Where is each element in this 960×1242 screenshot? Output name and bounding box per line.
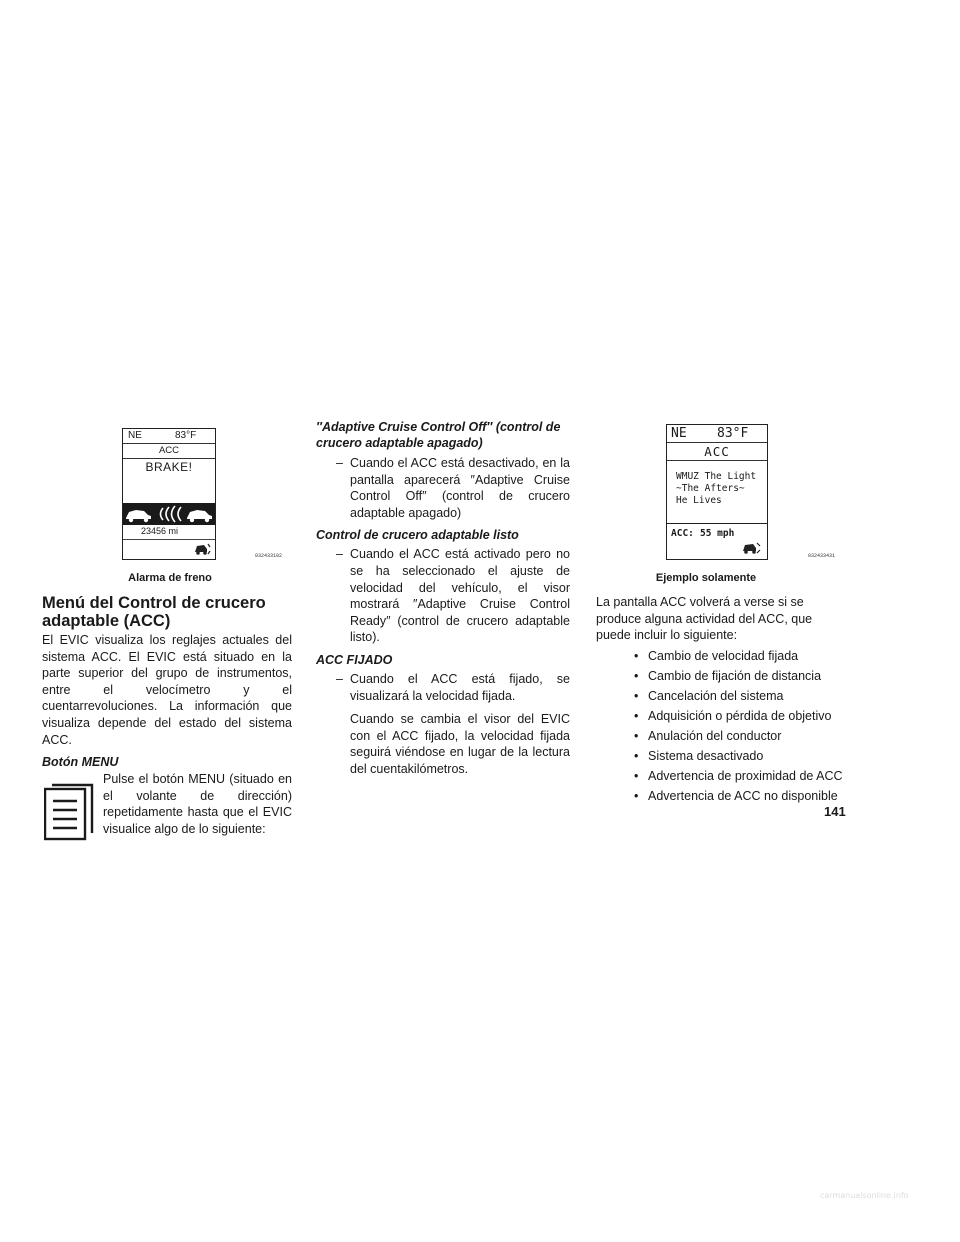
speed-label: ACC: — [671, 528, 694, 539]
radar-waves-icon — [161, 506, 182, 522]
page-number: 141 — [824, 804, 846, 819]
acc-example-display — [666, 424, 768, 560]
figure-id: 032433102 — [255, 553, 283, 559]
display-mode: ACC — [704, 444, 730, 459]
list-item: • Cambio de fijación de distancia — [634, 668, 822, 683]
footer-watermark[interactable]: carmanualsonline.info — [820, 1191, 909, 1200]
set-paragraph: Cuando se cambia el visor del EVIC con el ACC fijado, la velocidad fijada seguirá viéndose en lugar de la lectura del cuentakilómetros. — [350, 712, 570, 776]
display-temperature: 83°F — [175, 430, 197, 441]
middle-column — [316, 419, 570, 778]
ready-item: – Cuando el ACC está activado pero no se ha seleccionado el ajuste de velocidad del vehículo, el visor mostrará ″Adaptive Cruise Control Ready″ (control de crucero adaptable listo). — [336, 547, 570, 645]
divider — [123, 539, 215, 540]
figure-caption: Alarma de freno — [128, 572, 212, 584]
car-icon — [187, 510, 212, 522]
list-item: • Advertencia de ACC no disponible — [634, 788, 838, 803]
display-heading: NE — [671, 426, 687, 441]
display-heading: NE — [128, 430, 142, 441]
radar-scene — [123, 503, 215, 525]
brake-alarm-display — [122, 428, 216, 560]
driver-assist-icon — [741, 541, 761, 555]
odometer-reading: 23456 mi — [141, 526, 179, 536]
radio-song: He Lives — [676, 495, 722, 506]
radar-strip — [123, 503, 215, 525]
set-speed-value: 55 mph — [700, 528, 735, 539]
menu-button-block — [42, 771, 292, 837]
display-mode: ACC — [158, 445, 180, 456]
radio-info — [676, 471, 756, 507]
list-item: • Cancelación del sistema — [634, 688, 784, 703]
left-column — [42, 594, 292, 838]
list-item: • Sistema desactivado — [634, 748, 764, 763]
menu-button-text: Pulse el botón MENU (situado en el volante de dirección) repetidamente hasta que el EVIC visualice algo de lo siguiente: — [103, 772, 292, 836]
menu-button-heading: Botón MENU — [42, 755, 119, 770]
car-icon — [126, 510, 151, 522]
radio-artist: ~The Afters~ — [676, 483, 745, 494]
list-item: • Anulación del conductor — [634, 728, 782, 743]
section-heading: Menú del Control de crucero adaptable (ACC) — [42, 594, 266, 630]
menu-list-icon — [44, 783, 96, 841]
ready-heading: Control de crucero adaptable listo — [316, 528, 519, 543]
list-item: • Adquisición o pérdida de objetivo — [634, 708, 832, 723]
brake-alert-text: BRAKE! — [145, 460, 193, 474]
figure-caption: Ejemplo solamente — [655, 572, 757, 584]
figure-id: 032433431 — [808, 553, 836, 559]
list-item: • Cambio de velocidad fijada — [634, 648, 799, 663]
driver-assist-icon — [193, 542, 211, 556]
right-paragraph: La pantalla ACC volverá a verse si se produce alguna actividad del ACC, que puede incluir lo siguiente: — [596, 595, 813, 643]
set-heading: ACC FIJADO — [316, 652, 393, 667]
display-temperature: 83°F — [717, 426, 749, 441]
intro-paragraph: El EVIC visualiza los reglajes actuales del sistema ACC. El EVIC está situado en la parte superior del grupo de instrumentos, entre el velocímetro y el cuentarrevoluciones. La información que visualiza depende del estado del sistema ACC. — [42, 633, 292, 747]
divider — [667, 523, 767, 524]
acc-off-heading: ″Adaptive Cruise Control Off″ (control de crucero adaptable apagado) — [316, 420, 561, 450]
right-column — [596, 594, 846, 804]
activity-list — [596, 648, 846, 804]
list-item: • Advertencia de proximidad de ACC — [634, 768, 843, 783]
radio-station: WMUZ The Light — [676, 471, 757, 482]
set-item: – Cuando el ACC está fijado, se visualizará la velocidad fijada. — [336, 671, 570, 703]
acc-off-item: – Cuando el ACC está desactivado, en la pantalla aparecerá ″Adaptive Cruise Control Off″ (control de crucero adaptable apagado) — [336, 456, 570, 520]
